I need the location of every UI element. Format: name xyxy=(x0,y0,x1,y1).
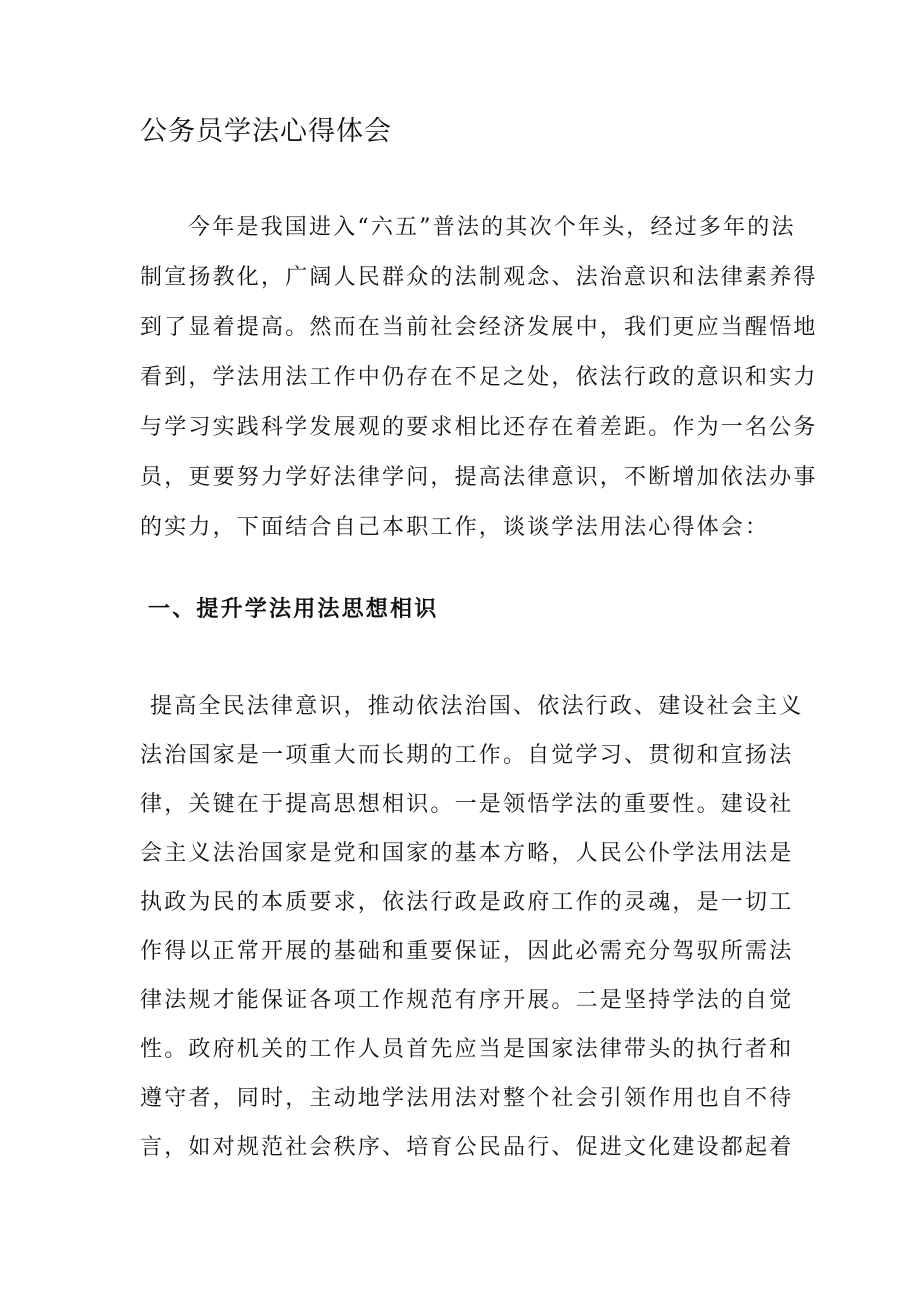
section-line: 言，如对规范社会秩序、培育公民品行、促进文化建设都起着 xyxy=(140,1135,794,1160)
intro-line: 的实力，下面结合自己本职工作，谈谈学法用法心得体会： xyxy=(140,515,770,540)
intro-line: 看到，学法用法工作中仍存在不足之处，依法行政的意识和实力 xyxy=(140,365,818,390)
section-line: 遵守者，同时，主动地学法用法对整个社会引领作用也自不待 xyxy=(140,1086,794,1111)
section-line: 法治国家是一项重大而长期的工作。自觉学习、贯彻和宣扬法 xyxy=(140,743,794,768)
section-line: 性。政府机关的工作人员首先应当是国家法律带头的执行者和 xyxy=(140,1037,794,1062)
document-title: 公务员学法心得体会 xyxy=(140,116,392,147)
section-heading: 一、提升学法用法思想相识 xyxy=(148,596,439,622)
section-line: 会主义法治国家是党和国家的基本方略，人民公仆学法用法是 xyxy=(140,841,794,866)
section-line: 执政为民的本质要求，依法行政是政府工作的灵魂，是一切工 xyxy=(140,890,794,915)
section-line: 律，关键在于提高思想相识。一是领悟学法的重要性。建设社 xyxy=(140,792,794,817)
section-line: 提高全民法律意识，推动依法治国、依法行政、建设社会主义 xyxy=(150,694,804,719)
intro-line: 到了显着提高。然而在当前社会经济发展中，我们更应当醒悟地 xyxy=(140,315,818,340)
intro-line: 今年是我国进入“六五”普法的其次个年头，经过多年的法 xyxy=(188,215,796,240)
intro-line: 制宣扬教化，广阔人民群众的法制观念、法治意识和法律素养得 xyxy=(140,265,818,290)
section-line: 律法规才能保证各项工作规范有序开展。二是坚持学法的自觉 xyxy=(140,988,794,1013)
intro-line: 与学习实践科学发展观的要求相比还存在着差距。作为一名公务 xyxy=(140,415,818,440)
intro-line: 员，更要努力学好法律学问，提高法律意识，不断增加依法办事 xyxy=(140,465,818,490)
section-line: 作得以正常开展的基础和重要保证，因此必需充分驾驭所需法 xyxy=(140,939,794,964)
